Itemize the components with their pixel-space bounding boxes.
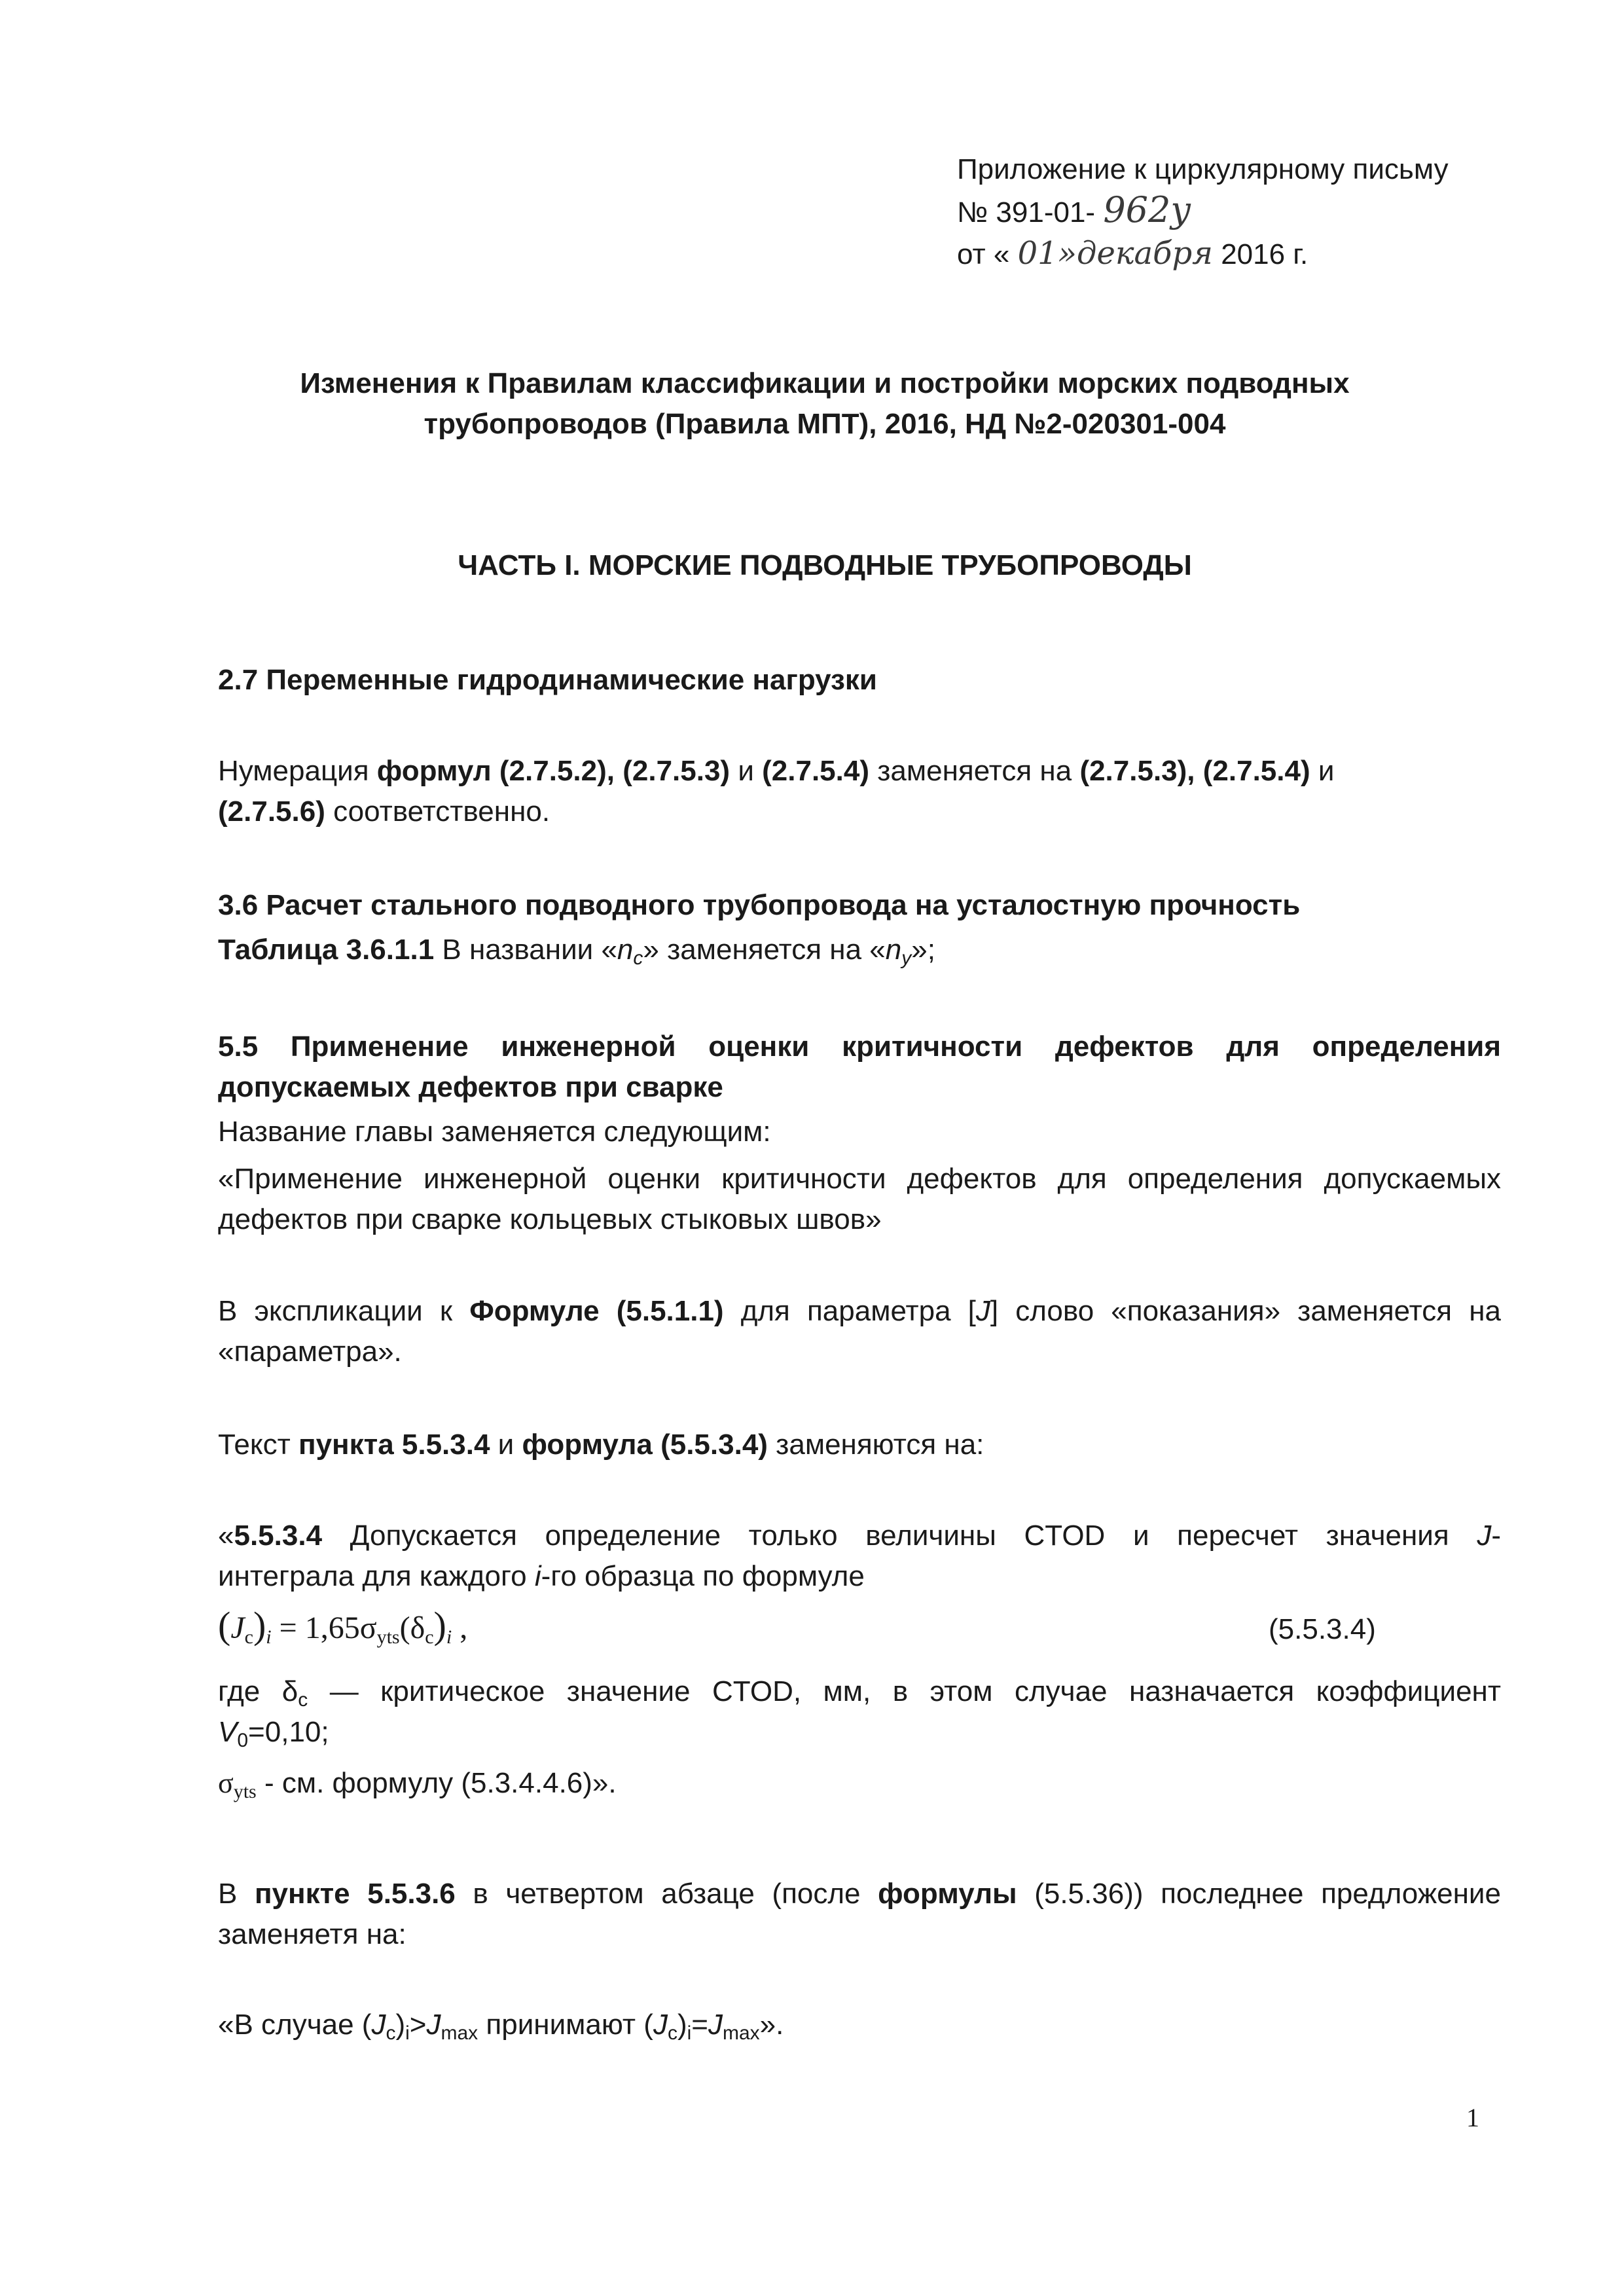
explanation-line-1: [218, 1671, 1501, 1712]
subscript-i: i: [687, 2022, 692, 2044]
subscript-c: c: [298, 1689, 308, 1711]
document-title: [216, 363, 1434, 445]
text-run: для параметра [: [723, 1295, 976, 1327]
quote-line-2: дефектов при сварке кольцевых стыковых швов»: [218, 1203, 882, 1235]
formula-ref: (2.7.5.4): [762, 755, 869, 787]
section-5-5-heading: [218, 1027, 1501, 1108]
formula-explanation: [218, 1671, 1501, 1753]
explanation-line-2: [218, 1712, 1501, 1753]
subscript-i: i: [266, 1626, 272, 1648]
text-run: где δ: [218, 1675, 298, 1707]
letter-number-prefix: № 391-01-: [957, 196, 1096, 228]
formula-5534: [218, 1605, 1200, 1649]
clause-number: 5.5.3.4: [234, 1520, 323, 1552]
date-suffix: 2016 г.: [1221, 238, 1308, 270]
subscript-y: y: [901, 947, 912, 969]
section-5-5-heading-line-1: 5.5 Применение инженерной оценки критичности дефектов для определения: [218, 1030, 1501, 1063]
text-run: =0,10;: [248, 1716, 329, 1748]
header-block: [957, 149, 1546, 275]
subscript-c: c: [633, 947, 643, 969]
text-run: -: [1491, 1520, 1501, 1552]
quote-5534-line-2: [218, 1556, 1501, 1597]
formula-term: ,: [452, 1611, 468, 1645]
text-5534-paragraph: [218, 1425, 1501, 1465]
text-run: в четвертом абзаце (после: [455, 1878, 878, 1910]
section-3-6-paragraph: [218, 930, 1501, 970]
formula-ref: (2.7.5.6): [218, 795, 325, 828]
subscript-yts: yts: [233, 1781, 257, 1802]
formula-paren: (: [218, 1604, 231, 1647]
header-line-1: Приложение к циркулярному письму: [957, 153, 1449, 185]
subscript-i: i: [405, 2022, 410, 2044]
text-run: Допускается определение только величины CTOD и пересчет значения: [322, 1520, 1477, 1552]
text-run: >: [409, 2009, 427, 2041]
formula-ref: формул (2.7.5.2), (2.7.5.3): [376, 755, 731, 787]
subscript-0: 0: [237, 1730, 249, 1751]
section-2-7-line-1: [218, 751, 1501, 792]
section-2-7-heading: 2.7 Переменные гидродинамические нагрузки: [218, 664, 877, 696]
text-run: - см. формулу (5.3.4.4.6)».: [256, 1767, 617, 1799]
explication-paragraph: [218, 1291, 1501, 1372]
text-run: Текст: [218, 1429, 298, 1461]
handwritten-number: 962у: [1103, 189, 1191, 230]
formula-paren: ): [433, 1604, 446, 1647]
text-run: заменяется на: [869, 755, 1080, 787]
subscript-c: c: [386, 2022, 396, 2044]
section-5-5-heading-line-2: допускаемых дефектов при сварке: [218, 1071, 723, 1103]
section-5-5-note: Название главы заменяется следующим:: [218, 1116, 771, 1148]
text-run: »;: [911, 934, 935, 966]
explication-line-2: «параметра».: [218, 1336, 402, 1368]
text-run: и: [730, 755, 763, 787]
text-run: В названии «: [434, 934, 617, 966]
section-2-7-paragraph: [218, 751, 1501, 832]
symbol-i: i: [534, 1560, 541, 1592]
explication-line-1: [218, 1291, 1501, 1332]
text-run: и: [1310, 755, 1335, 787]
subscript-c: c: [425, 1626, 434, 1648]
formula-number: (5.5.3.4): [1269, 1613, 1376, 1645]
symbol-v: V: [218, 1716, 238, 1748]
symbol-n: n: [885, 934, 902, 966]
quote-5534-line-1: [218, 1516, 1501, 1556]
symbol-j: J: [975, 1295, 990, 1327]
text-run: В: [218, 1878, 255, 1910]
text-run: ] слово «показания» заменяется на: [990, 1295, 1501, 1327]
symbol-sigma: σ: [218, 1767, 234, 1799]
text-run: заменяются на:: [767, 1429, 984, 1461]
section-5-5-quote: [218, 1159, 1501, 1240]
formula-word: формулы: [878, 1878, 1017, 1910]
handwritten-date: 01»декабря: [1017, 235, 1213, 272]
formula-ref: формула (5.5.3.4): [522, 1429, 768, 1461]
text-run: В экспликации к: [218, 1295, 470, 1327]
text-run: интеграла для каждого: [218, 1560, 535, 1592]
table-ref: Таблица 3.6.1.1: [218, 934, 435, 966]
text-run: «: [218, 1520, 234, 1552]
symbol-j: J: [653, 2009, 668, 2041]
text-run: — критическое значение CTOD, мм, в этом случае назначается коэффициент: [308, 1675, 1501, 1707]
header-line-3: [957, 233, 1546, 275]
clause-ref: пункта 5.5.3.4: [298, 1429, 490, 1461]
header-line-2: [957, 190, 1546, 233]
symbol-j: J: [708, 2009, 723, 2041]
page-number: 1: [1466, 2103, 1479, 2132]
formula-term: (δ: [399, 1611, 425, 1645]
text-run: =: [691, 2009, 708, 2041]
formula-term: = 1,65σ: [271, 1611, 377, 1645]
subscript-i: i: [446, 1626, 452, 1648]
symbol-j: J: [371, 2009, 386, 2041]
formula-ref: Формуле (5.5.1.1): [469, 1295, 724, 1327]
text-run: «В случае (: [218, 2009, 372, 2041]
sigma-explanation: [218, 1763, 1501, 1804]
paragraph-5536-line-1: [218, 1874, 1501, 1914]
text-run: и: [490, 1429, 522, 1461]
text-run: соответственно.: [325, 795, 550, 828]
formula-paren: ): [253, 1604, 266, 1647]
section-2-7-line-2: [218, 792, 1501, 832]
text-run: Нумерация: [218, 755, 377, 787]
section-3-6-heading: 3.6 Расчет стального подводного трубопровода на усталостную прочность: [218, 889, 1301, 921]
text-run: -го образца по формуле: [541, 1560, 865, 1592]
text-run: » заменяется на «: [643, 934, 886, 966]
quote-5534: [218, 1516, 1501, 1597]
clause-ref: пункте 5.5.3.6: [254, 1878, 456, 1910]
title-line-2: трубопроводов (Правила МПТ), 2016, НД №2-020301-004: [424, 408, 1226, 440]
subscript-c: c: [667, 2022, 677, 2044]
text-run: ): [395, 2009, 406, 2041]
paragraph-5536-line-2: заменяетя на:: [218, 1918, 406, 1950]
symbol-j: J: [426, 2009, 441, 2041]
subscript-max: max: [441, 2022, 478, 2044]
symbol-j: J: [1477, 1520, 1492, 1552]
text-run: ».: [759, 2009, 784, 2041]
text-run: принимают (: [478, 2009, 653, 2041]
symbol-j: J: [230, 1611, 245, 1645]
formula-ref: (2.7.5.3), (2.7.5.4): [1079, 755, 1310, 787]
date-prefix: от «: [957, 238, 1010, 270]
text-run: ): [677, 2009, 687, 2041]
subscript-max: max: [722, 2022, 760, 2044]
subscript-c: c: [244, 1626, 253, 1648]
title-line-1: Изменения к Правилам классификации и постройки морских подводных: [300, 367, 1350, 399]
symbol-n: n: [617, 934, 634, 966]
text-run: (5.5.36)) последнее предложение: [1017, 1878, 1501, 1910]
subscript-yts: yts: [376, 1626, 400, 1648]
part-heading: ЧАСТЬ I. МОРСКИЕ ПОДВОДНЫЕ ТРУБОПРОВОДЫ: [458, 549, 1192, 581]
quote-line-1: «Применение инженерной оценки критичности дефектов для определения допускаемых: [218, 1163, 1501, 1195]
paragraph-5536: [218, 1874, 1501, 1955]
final-statement: [218, 2005, 1501, 2045]
